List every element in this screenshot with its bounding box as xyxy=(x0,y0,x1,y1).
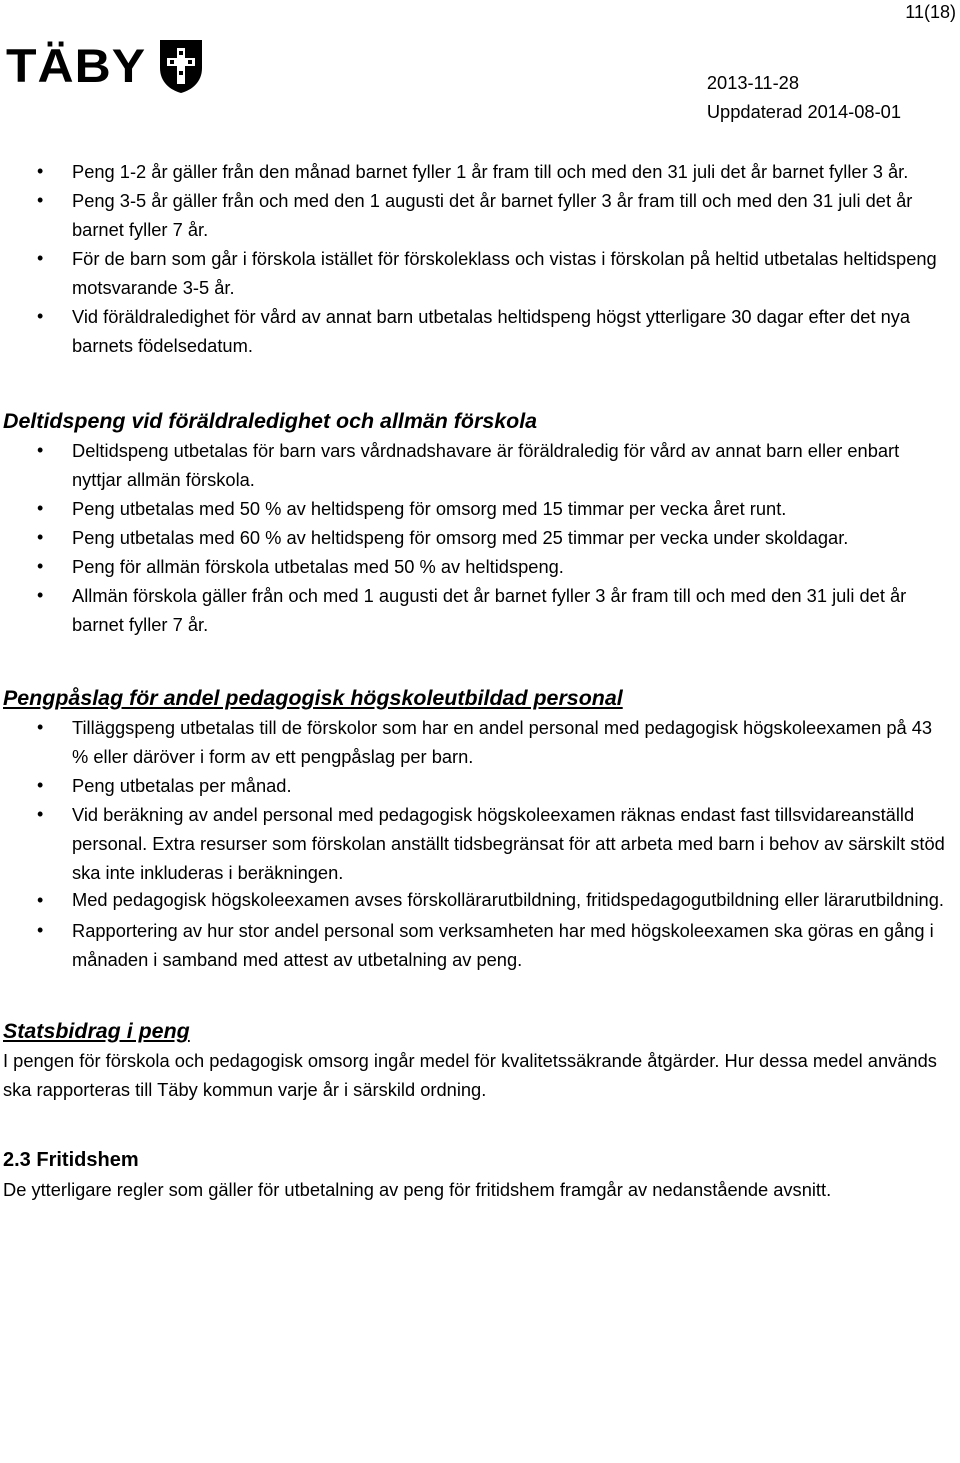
list-item: • Deltidspeng utbetalas för barn vars vårdnadshavare är föräldraledig för vård av annat barn eller enbart nyttjar allmän förskola. xyxy=(3,436,953,494)
page-number: 11(18) xyxy=(905,2,956,22)
statsbidrag-text: I pengen för förskola och pedagogisk omsorg ingår medel för kvalitetssäkrande åtgärder. Hur dessa medel används ska rapporteras till Täby kommun varje år i särskild ordning. xyxy=(3,1050,937,1100)
list-item: • För de barn som går i förskola istället för förskoleklass och vistas i förskolan på heltid utbetalas heltidspeng motsvarande 3-5 år. xyxy=(3,244,953,302)
header-dates xyxy=(707,68,901,126)
taby-logo xyxy=(6,38,204,94)
document-date: 2013-11-28 xyxy=(706,72,800,93)
list-item: • Peng för allmän förskola utbetalas med 50 % av heltidspeng. xyxy=(3,552,953,581)
list-item: • Vid beräkning av andel personal med pedagogisk högskoleexamen räknas endast fast tillsvidareanställd personal. Extra resurser som förskolan anställt tidsbegränsat för att arbeta med barn i behov av särskilt stöd ska inte inkluderas i beräkningen. xyxy=(3,800,953,887)
list-item: • Peng 1-2 år gäller från den månad barnet fyller 1 år fram till och med den 31 juli det år barnet fyller 3 år. xyxy=(3,157,953,186)
list-item: • Tilläggspeng utbetalas till de förskolor som har en andel personal med pedagogisk högskoleexamen på 43 % eller däröver i form av ett pengpåslag per barn. xyxy=(3,713,953,771)
list-item: • Med pedagogisk högskoleexamen avses förskollärarutbildning, fritidspedagogutbildning eller lärarutbildning. xyxy=(3,887,953,913)
document-body xyxy=(3,157,953,1204)
list-item: • Peng utbetalas med 60 % av heltidspeng för omsorg med 25 timmar per vecka under skoldagar. xyxy=(3,523,953,552)
deltidspeng-list xyxy=(3,436,953,639)
list-item: • Rapportering av hur stor andel personal som verksamheten har med högskoleexamen ska göras en gång i månaden i samband med attest av utbetalning av peng. xyxy=(3,916,953,974)
intro-list xyxy=(3,157,953,360)
list-item: • Peng 3-5 år gäller från och med den 1 augusti det år barnet fyller 3 år fram till och med den 31 juli det år barnet fyller 7 år. xyxy=(3,186,953,244)
section-heading-pengpaslag: Pengpåslag för andel pedagogisk högskoleutbildad personal xyxy=(3,686,623,710)
list-item: • Peng utbetalas per månad. xyxy=(3,771,953,800)
pengpaslag-list xyxy=(3,713,953,974)
section-heading-fritidshem: 2.3 Fritidshem xyxy=(3,1149,139,1171)
list-item: • Allmän förskola gäller från och med 1 augusti det år barnet fyller 3 år fram till och med den 31 juli det år barnet fyller 7 år. xyxy=(3,581,953,639)
section-heading-statsbidrag: Statsbidrag i peng xyxy=(3,1019,190,1043)
list-item: • Peng utbetalas med 50 % av heltidspeng för omsorg med 15 timmar per vecka året runt. xyxy=(3,494,953,523)
section-heading-deltidspeng: Deltidspeng vid föräldraledighet och allmän förskola xyxy=(3,409,538,433)
list-item: • Vid föräldraledighet för vård av annat barn utbetalas heltidspeng högst ytterligare 30 dagar efter det nya barnets födelsedatum. xyxy=(3,302,953,360)
coat-of-arms-icon xyxy=(158,38,204,94)
logo-wordmark: TÄBY xyxy=(6,39,147,93)
updated-date: Uppdaterad 2014-08-01 xyxy=(706,101,901,122)
fritidshem-text: De ytterligare regler som gäller för utbetalning av peng för fritidshem framgår av nedanstående avsnitt. xyxy=(3,1179,832,1200)
